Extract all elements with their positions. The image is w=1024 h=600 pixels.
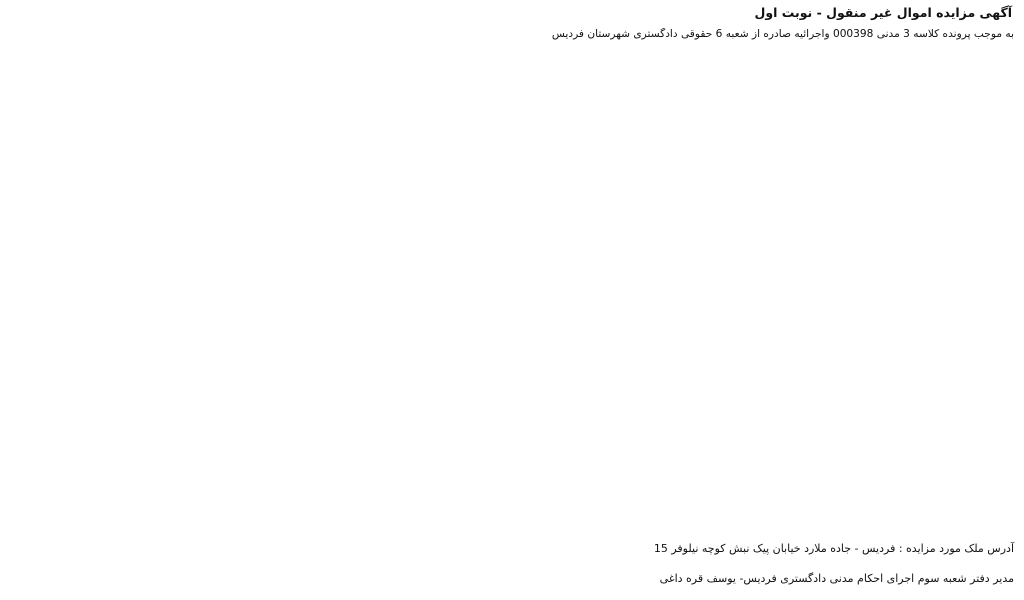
notice-body-text: به موجب پرونده کلاسه 3 مدنی 000398 واجرائیه صادره از شعبه 6 حقوقی دادگستری شهرستان فردیس — [551, 28, 1014, 40]
property-address: آدرس ملک مورد مزایده : فردیس - جاده ملارد خیابان پیک نبش کوچه نیلوفر 15 — [653, 542, 1014, 555]
notice-heading: آگهی مزایده اموال غیر منقول - نوبت اول — [754, 5, 1012, 20]
signature-line: مدیر دفتر شعبه سوم اجرای احکام مدنی دادگستری فردیس- یوسف قره داغی — [659, 572, 1014, 585]
